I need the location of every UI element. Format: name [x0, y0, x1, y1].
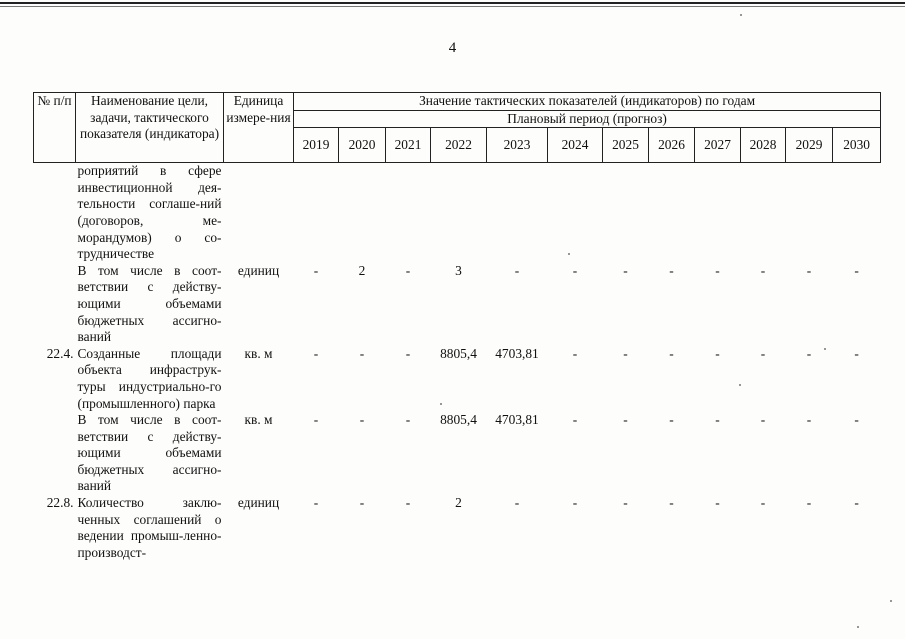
indicator-name: Количество заклю-ченных соглашений о ведении промыш-ленно-производст- [77, 495, 222, 560]
value-2026: - [669, 495, 674, 511]
scan-speck [857, 626, 859, 628]
value-2020: - [359, 495, 365, 511]
value-2019: - [313, 412, 319, 428]
value-2027: - [715, 495, 720, 511]
value-2020: 2 [358, 262, 366, 278]
value-2025: - [623, 262, 628, 278]
value-2022: 2 [455, 495, 462, 511]
value-2024: - [572, 345, 578, 361]
value-2023: - [514, 262, 520, 278]
table-row [34, 495, 881, 561]
header-name: Наименование цели, задачи, тактического показателя (индикатора) [76, 93, 224, 163]
table-row [34, 412, 881, 495]
row-number [34, 412, 76, 495]
value-2028 [741, 163, 786, 263]
value-2025: - [623, 412, 628, 428]
header-planned-period: Плановый период (прогноз) [294, 110, 881, 128]
header-year-2030: 2030 [833, 128, 881, 163]
header-year-2026: 2026 [649, 128, 695, 163]
value-2025: - [623, 495, 628, 511]
value-2029 [786, 163, 833, 263]
value-2022: 3 [455, 262, 462, 278]
value-2030: - [854, 495, 859, 511]
value-2019 [294, 163, 339, 263]
value-2028: - [760, 495, 766, 511]
value-2030: - [854, 412, 859, 428]
value-2026: - [669, 262, 674, 278]
unit-of-measure: кв. м [244, 345, 273, 361]
header-year-2021: 2021 [386, 128, 431, 163]
value-2027: - [715, 345, 720, 361]
header-year-2019: 2019 [294, 128, 339, 163]
scan-speck [739, 384, 741, 386]
value-2024 [548, 163, 603, 263]
header-year-2022: 2022 [431, 128, 487, 163]
scan-speck [440, 403, 442, 405]
value-2030: - [854, 262, 859, 278]
row-number [34, 263, 76, 346]
header-year-2024: 2024 [548, 128, 603, 163]
indicator-name: роприятий в сфере инвестиционной дея-тельности соглаше-ний (договоров, ме-морандумов) о со-трудничестве [77, 163, 222, 262]
value-2020: - [359, 412, 365, 428]
scan-speck [740, 14, 742, 16]
value-2029: - [806, 412, 812, 428]
unit-of-measure: единиц [237, 495, 280, 511]
indicator-name: Созданные площади объекта инфраструк-туры индустриально-го (промышленного) парка [77, 345, 222, 411]
header-year-2029: 2029 [786, 128, 833, 163]
value-2019: - [313, 262, 319, 278]
value-2029: - [806, 495, 812, 511]
value-2026: - [669, 345, 674, 361]
header-year-2020: 2020 [339, 128, 386, 163]
indicators-table [33, 92, 881, 561]
value-2020: - [359, 345, 365, 361]
row-number: 22.4. [46, 345, 74, 361]
unit-of-measure: единиц [237, 262, 280, 278]
value-2022: 8805,4 [440, 345, 477, 361]
value-2021: - [405, 262, 411, 278]
value-2023: 4703,81 [495, 412, 539, 428]
table-header [34, 93, 881, 163]
value-2021: - [405, 495, 411, 511]
top-border-line [0, 2, 905, 4]
value-2028: - [760, 345, 766, 361]
scan-speck [568, 253, 570, 255]
table-row [34, 163, 881, 263]
value-2026: - [669, 412, 674, 428]
header-number: № п/п [34, 93, 76, 163]
value-2019: - [313, 345, 319, 361]
value-2019: - [313, 495, 319, 511]
header-unit: Единица измере-ния [224, 93, 294, 163]
value-2029: - [806, 345, 812, 361]
value-2021 [386, 163, 431, 263]
header-values-title: Значение тактических показателей (индикаторов) по годам [294, 93, 881, 111]
value-2021: - [405, 412, 411, 428]
value-2030 [833, 163, 881, 263]
table-row [34, 263, 881, 346]
value-2025: - [623, 345, 628, 361]
value-2022 [431, 163, 487, 263]
table-row [34, 346, 881, 412]
value-2026 [649, 163, 695, 263]
value-2024: - [572, 495, 578, 511]
top-border-line-thin [0, 6, 905, 7]
value-2027: - [715, 262, 720, 278]
header-year-2023: 2023 [487, 128, 548, 163]
value-2024: - [572, 262, 578, 278]
value-2028: - [760, 412, 766, 428]
value-2023 [487, 163, 548, 263]
header-year-2027: 2027 [695, 128, 741, 163]
indicator-name: В том числе в соот-ветствии с действу-ющими объемами бюджетных ассигно-ваний [77, 412, 222, 494]
header-year-2025: 2025 [603, 128, 649, 163]
row-number: 22.8. [46, 495, 74, 511]
value-2028: - [760, 262, 766, 278]
value-2023: 4703,81 [495, 345, 539, 361]
header-year-2028: 2028 [741, 128, 786, 163]
value-2030: - [854, 345, 859, 361]
value-2023: - [514, 495, 520, 511]
value-2025 [603, 163, 649, 263]
value-2022: 8805,4 [440, 412, 477, 428]
unit-of-measure: кв. м [244, 412, 273, 428]
unit-of-measure [224, 163, 294, 263]
value-2024: - [572, 412, 578, 428]
value-2029: - [806, 262, 812, 278]
table-body [34, 163, 881, 562]
page-number: 4 [448, 40, 457, 56]
value-2020 [339, 163, 386, 263]
row-number [34, 163, 76, 263]
scan-speck [824, 348, 826, 350]
value-2021: - [405, 345, 411, 361]
indicator-name: В том числе в соот-ветствии с действу-ющими объемами бюджетных ассигно-ваний [77, 262, 222, 345]
value-2027: - [715, 412, 720, 428]
scan-speck [890, 600, 892, 602]
value-2027 [695, 163, 741, 263]
